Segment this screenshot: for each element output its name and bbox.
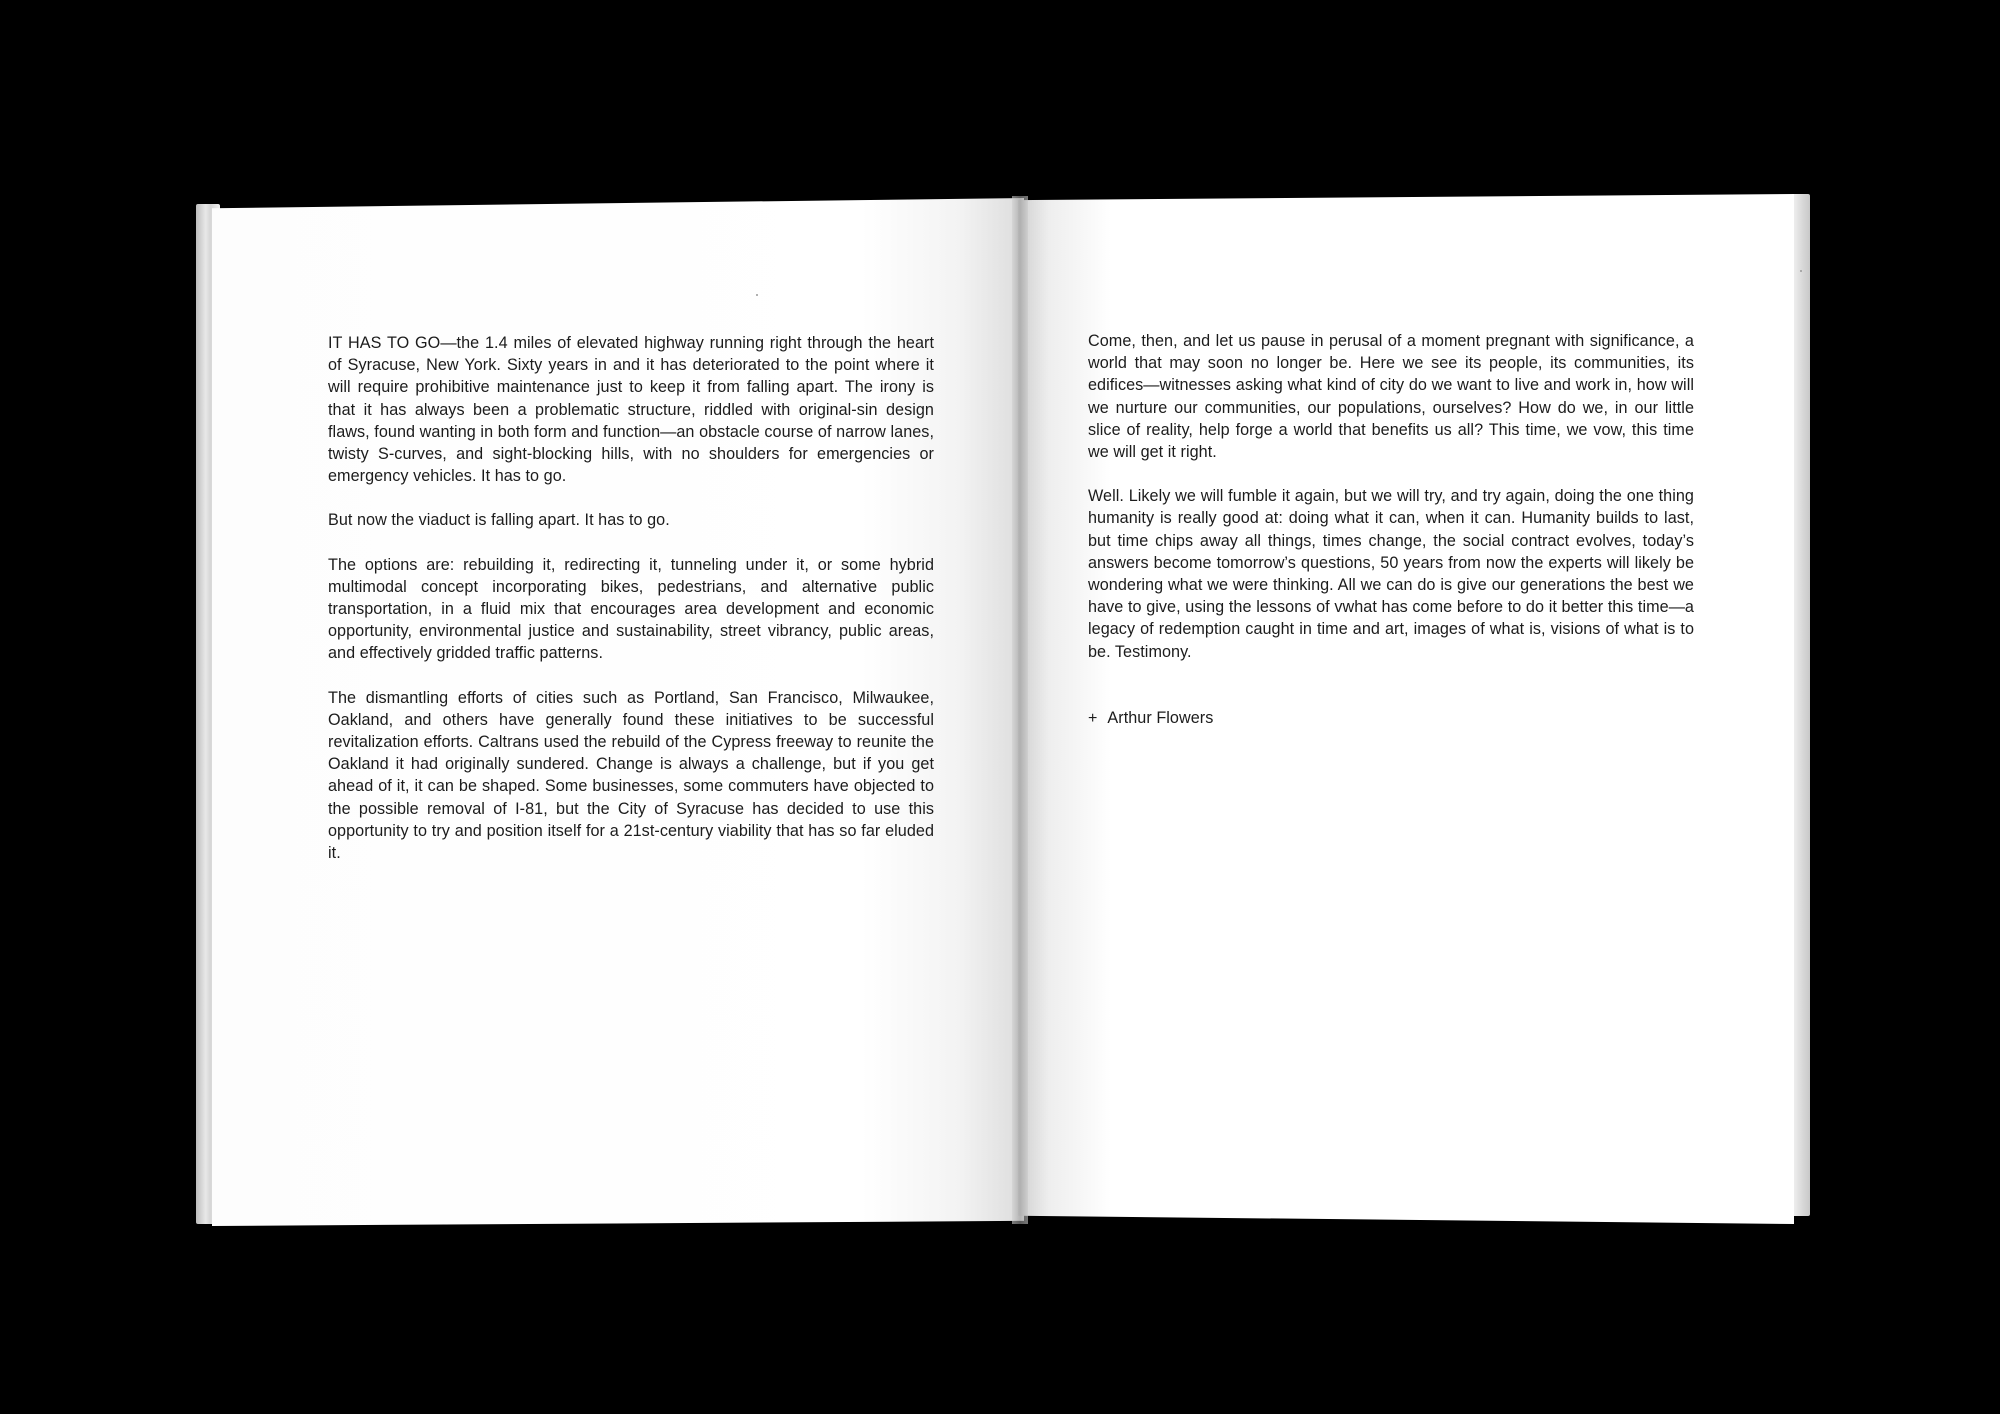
paper-speck — [756, 294, 758, 296]
author-name: Arthur Flowers — [1107, 708, 1214, 727]
author-signature — [1088, 707, 1694, 730]
right-page-stack-edge — [1792, 194, 1810, 1216]
paragraph: The options are: rebuilding it, redirecting it, tunneling under it, or some hybrid multimodal concept incorporating bikes, pedestrians, and alternative public transportation, in a fluid mix that encourages area development and economic opportunity, environmental justice and sustainability, street vibrancy, public areas, and effectively gridded traffic patterns. — [328, 555, 934, 663]
book-gutter — [1012, 196, 1028, 1224]
left-page-text — [328, 332, 934, 886]
plus-icon: + — [1088, 709, 1098, 727]
paragraph: The dismantling efforts of cities such as Portland, San Francisco, Milwaukee, Oakland, and others have generally found these initiatives to be successful revitalization efforts. Caltrans used the rebuild of the Cypress freeway to reunite the Oakland it had originally sundered. Change is always a challenge, but if you get ahead of it, it can be shaped. Some businesses, some commuters have objected to the possible removal of I-81, but the City of Syracuse has decided to use this opportunity to try and position itself for a 21st-century viability that has so far eluded it. — [328, 688, 934, 863]
right-page-text — [1088, 330, 1694, 730]
paragraph: Come, then, and let us pause in perusal of a moment pregnant with significance, a world that may soon no longer be. Here we see its people, its communities, its edifices—witnesses asking what kind of city do we want to live and work in, how will we nurture our communities, our populations, ourselves? How do we, in our little slice of reality, help forge a world that benefits us all? This time, we vow, this time we will get it right. — [1088, 332, 1694, 462]
paragraph: Well. Likely we will fumble it again, but we will try, and try again, doing the one thing humanity is really good at: doing what it can, when it can. Humanity builds to last, but time chips away all things, times change, the social contract evolves, today’s answers become tomorrow’s questions, 50 years from now the experts will likely be wondering what we were thinking. All we can do is give our generations the best we have to give, using the lessons of vwhat has come before to do it better this time—a legacy of redemption caught in time and art, images of what is, visions of what is to be. Testimony. — [1088, 487, 1694, 661]
paragraph: IT HAS TO GO—the 1.4 miles of elevated highway running right through the heart of Syracuse, New York. Sixty years in and it has deteriorated to the point where it will require prohibitive maintenance just to keep it from falling apart. The irony is that it has always been a problematic structure, riddled with original-sin design flaws, found wanting in both form and function—an obstacle course of narrow lanes, twisty S-curves, and sight-blocking hills, with no shoulders for emergencies or emergency vehicles. It has to go. — [328, 334, 934, 486]
paper-speck — [1800, 270, 1802, 272]
paragraph: But now the viaduct is falling apart. It has to go. — [328, 511, 670, 530]
